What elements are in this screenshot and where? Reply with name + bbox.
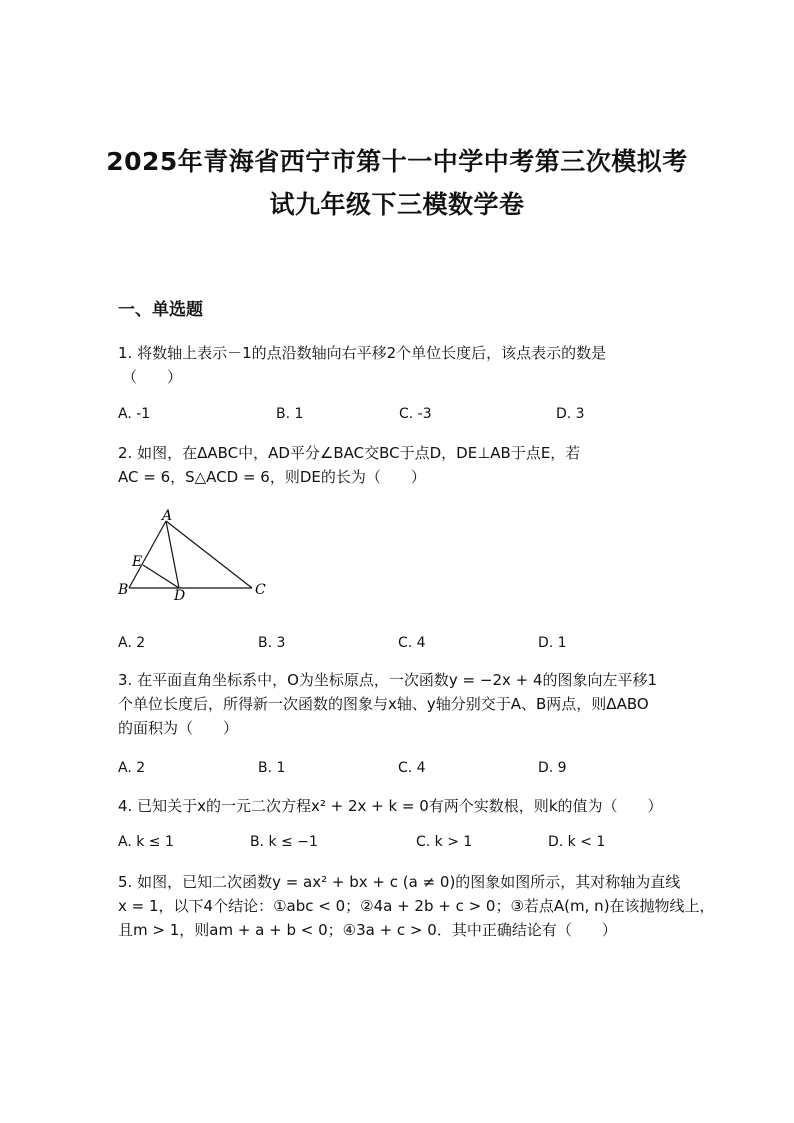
question-3-line-3: 的面积为（ ）: [118, 719, 239, 737]
question-1-line-2: （ ）: [122, 368, 183, 386]
question-1-option-d: D. 3: [556, 406, 585, 422]
section-heading-single-choice: 一、单选题: [118, 300, 203, 320]
question-2-option-a: A. 2: [118, 635, 146, 651]
segment-ad: [166, 521, 179, 588]
document-title-line-2: 试九年级下三模数学卷: [269, 190, 525, 219]
question-5-line-2: x = 1，以下4个结论：①abc < 0；②4a + 2b + c > 0；③若点A(m, n)在该抛物线上，: [118, 897, 715, 915]
question-3-option-d: D. 9: [538, 760, 567, 776]
question-5-line-3: 且m > 1，则am + a + b < 0；④3a + c > 0．其中正确结论有（ ）: [118, 921, 617, 939]
figure-label-d: D: [174, 588, 186, 604]
question-3-option-a: A. 2: [118, 760, 146, 776]
question-2-option-b: B. 3: [258, 635, 286, 651]
question-2-line-1: 2. 如图，在ΔABC中，AD平分∠BAC交BC于点D，DE⊥AB于点E，若: [118, 444, 581, 462]
question-4-option-d: D. k < 1: [548, 834, 606, 850]
question-4-option-b: B. k ≤ −1: [250, 834, 318, 850]
question-4-option-c: C. k > 1: [416, 834, 473, 850]
segment-ac: [166, 521, 252, 588]
question-1-line-1: 1. 将数轴上表示－1的点沿数轴向右平移2个单位长度后，该点表示的数是: [118, 344, 607, 362]
question-4-line-1: 4. 已知关于x的一元二次方程x² + 2x + k = 0有两个实数根，则k的值为（ ）: [118, 797, 663, 815]
question-2-option-c: C. 4: [398, 635, 426, 651]
question-3-option-c: C. 4: [398, 760, 426, 776]
question-5-line-1: 5. 如图，已知二次函数y = ax² + bx + c (a ≠ 0)的图象如图所示，其对称轴为直线: [118, 873, 681, 891]
question-2-option-d: D. 1: [538, 635, 567, 651]
question-1-option-a: A. -1: [118, 406, 151, 422]
question-3-line-2: 个单位长度后，所得新一次函数的图象与x轴、y轴分别交于A、B两点，则ΔABO: [118, 695, 649, 713]
segment-de: [143, 565, 179, 588]
question-4-option-a: A. k ≤ 1: [118, 834, 174, 850]
question-3-option-b: B. 1: [258, 760, 286, 776]
question-1-option-c: C. -3: [399, 406, 432, 422]
figure-label-a: A: [162, 508, 173, 524]
figure-label-c: C: [255, 582, 266, 598]
figure-label-e: E: [132, 554, 143, 570]
question-3-line-1: 3. 在平面直角坐标系中，O为坐标原点，一次函数y = −2x + 4的图象向左平移1: [118, 671, 658, 689]
question-2-line-2: AC = 6，S△ACD = 6，则DE的长为（ ）: [118, 468, 426, 486]
triangle-figure: [112, 508, 272, 606]
question-1-option-b: B. 1: [276, 406, 304, 422]
figure-label-b: B: [118, 582, 129, 598]
document-title-line-1: 2025年青海省西宁市第十一中学中考第三次模拟考: [106, 147, 688, 176]
